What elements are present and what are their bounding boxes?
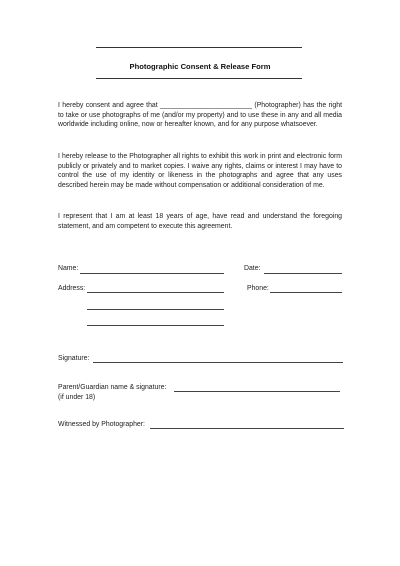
phone-label: Phone: xyxy=(247,285,269,292)
signature-field[interactable] xyxy=(93,362,343,363)
name-field[interactable] xyxy=(80,273,224,274)
guardian-field[interactable] xyxy=(174,391,340,392)
header-rule-top xyxy=(96,47,302,48)
address-field-2[interactable] xyxy=(87,309,224,310)
guardian-note: (if under 18) xyxy=(58,394,96,401)
witness-field[interactable] xyxy=(150,428,344,429)
release-paragraph: I hereby release to the Photographer all rights to exhibit this work in print and electronic form publicly or privately and to market copies. I waive any rights, claims or interest I may have to control the use of my identity or likeness in the photographs and agree that any uses described herein may be made without compensation or additional consideration of me. xyxy=(58,153,342,189)
address-field-3[interactable] xyxy=(87,325,224,326)
signature-label: Signature: xyxy=(58,355,90,362)
guardian-label: Parent/Guardian name & signature: xyxy=(58,384,167,391)
date-label: Date: xyxy=(244,265,261,272)
name-label: Name: xyxy=(58,265,79,272)
consent-paragraph: I hereby consent and agree that ________________________ (Photographer) has the right to take or use photographs of me (and/or my property) and to use these in any and all media worldwide including online, now or hereafter known, and for any purpose whatsoever. xyxy=(58,102,342,129)
address-field-1[interactable] xyxy=(87,292,224,293)
date-field[interactable] xyxy=(264,273,342,274)
form-title: Photographic Consent & Release Form xyxy=(129,62,271,71)
age-paragraph: I represent that I am at least 18 years of age, have read and understand the foregoing statement, and am competent to execute this agreement. xyxy=(58,213,342,230)
address-label: Address: xyxy=(58,285,86,292)
header-rule-bottom xyxy=(96,78,302,79)
phone-field[interactable] xyxy=(270,292,342,293)
witness-label: Witnessed by Photographer: xyxy=(58,421,145,428)
